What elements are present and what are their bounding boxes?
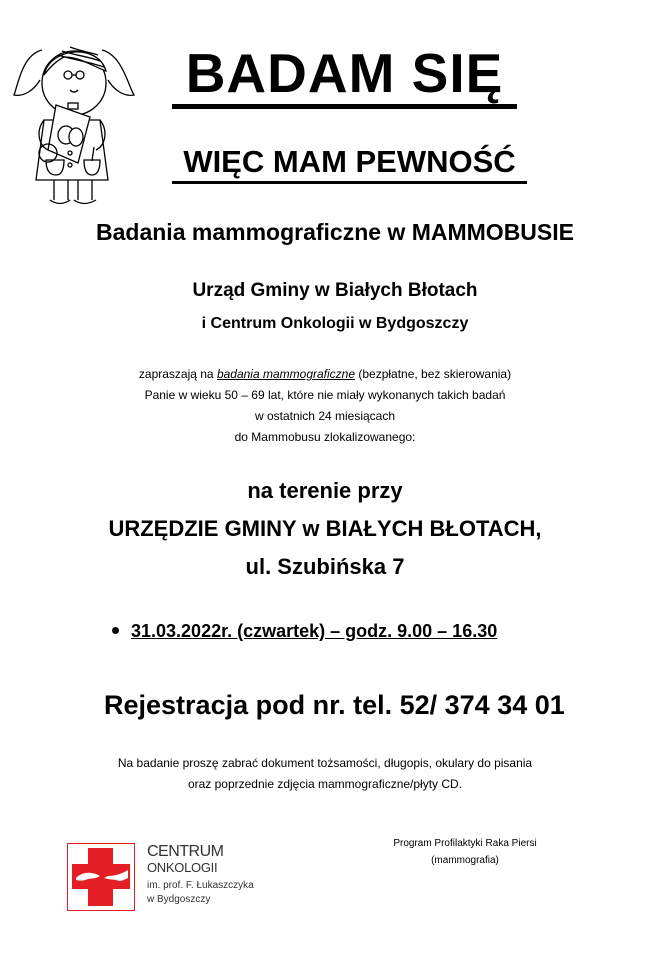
doctor-illustration	[10, 35, 138, 215]
centrum-onkologii-logo	[67, 843, 307, 913]
invitation-line-2: Panie w wieku 50 – 69 lat, które nie miały wykonanych takich badań	[144, 388, 506, 402]
logo-line-4: w Bydgoszczy	[147, 894, 211, 905]
location-line-1: na terenie przy	[247, 478, 403, 503]
poster-subtitle: WIĘC MAM PEWNOŚĆ	[172, 143, 527, 184]
program-label	[370, 835, 560, 869]
organizer-line-2: i Centrum Onkologii w Bydgoszczy	[201, 315, 469, 332]
red-cross-icon	[67, 843, 135, 911]
bring-items-note	[0, 753, 650, 795]
location-line-2: URZĘDZIE GMINY w BIAŁYCH BŁOTACH,	[108, 516, 542, 541]
headline: Badania mammograficzne w MAMMOBUSIE	[96, 219, 574, 245]
invitation-emphasis: badania mammograficzne	[216, 367, 356, 381]
invitation-prefix: zapraszają na	[138, 367, 217, 381]
logo-line-2: ONKOLOGII	[147, 860, 218, 875]
invitation-line-3: w ostatnich 24 miesiącach	[254, 409, 396, 423]
bullet-icon	[112, 627, 119, 634]
poster-title: BADAM SIĘ	[172, 42, 517, 109]
event-date-text: 31.03.2022r. (czwartek) – godz. 9.00 – 16.30	[131, 621, 498, 641]
logo-text	[147, 843, 254, 907]
note-line-1: Na badanie proszę zabrać dokument tożsamości, długopis, okulary do pisania	[117, 756, 533, 770]
registration-phone: Rejestracja pod nr. tel. 52/ 374 34 01	[104, 690, 565, 720]
hands-icon	[74, 866, 130, 886]
invitation-line-4: do Mammobusu zlokalizowanego:	[234, 430, 416, 444]
program-line-1: Program Profilaktyki Raka Piersi	[393, 838, 537, 849]
logo-line-1: CENTRUM	[147, 843, 224, 860]
logo-line-3: im. prof. F. Łukaszczyka	[147, 880, 254, 891]
organizer-line-1: Urząd Gminy w Białych Błotach	[192, 280, 478, 301]
location-block	[0, 472, 650, 586]
program-line-2: (mammografia)	[431, 855, 499, 866]
invitation-suffix: (bezpłatne, bez skierowania)	[355, 367, 512, 381]
note-line-2: oraz poprzednie zdjęcia mammograficzne/płyty CD.	[187, 777, 463, 791]
event-date	[112, 618, 592, 644]
invitation-text	[0, 364, 650, 448]
invitation-line-1	[0, 364, 650, 385]
location-line-3: ul. Szubińska 7	[245, 554, 405, 579]
